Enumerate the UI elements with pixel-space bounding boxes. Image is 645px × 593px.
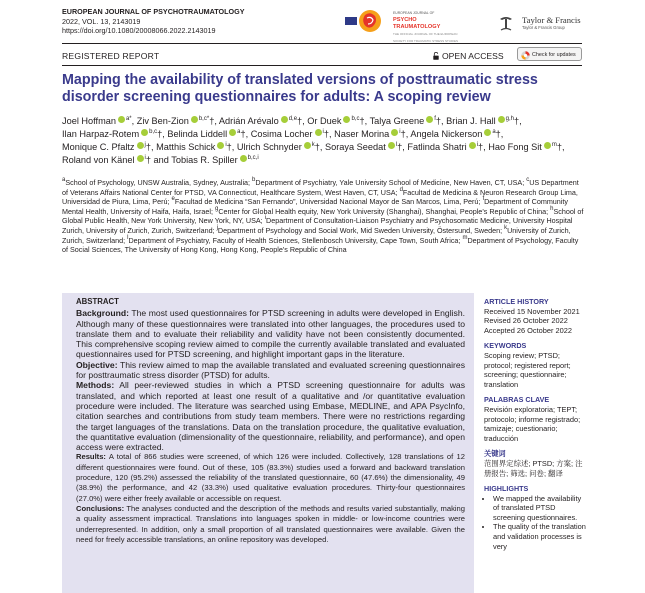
abstract-heading: ABSTRACT <box>76 297 119 306</box>
author <box>410 129 500 139</box>
orcid-icon[interactable] <box>469 142 476 149</box>
orcid-icon[interactable] <box>217 142 227 149</box>
author-dagger: † <box>397 142 403 152</box>
author-name[interactable]: Fatlinda Shatri <box>407 142 467 152</box>
author-name[interactable]: Roland von Känel <box>62 155 135 165</box>
author <box>488 142 562 152</box>
crossmark-icon <box>521 51 530 60</box>
affiliation-text: Department of Psychology and Social Work, Mid Sweden University, Östersund, Sweden; <box>217 225 505 235</box>
author-name[interactable]: Angela Nickerson <box>410 129 483 139</box>
abstract-conclusions <box>76 504 465 545</box>
author-dagger: † <box>323 129 329 139</box>
top-rule <box>62 43 582 44</box>
affiliation-sup: h <box>550 205 554 212</box>
author-dagger: † <box>495 129 501 139</box>
author <box>62 142 151 152</box>
article-title: Mapping the availability of translated versions of posttraumatic stress disorder screening questionnaires for adults: A scoping review <box>62 72 538 106</box>
affiliation-sup: i <box>264 215 267 222</box>
author-dagger: † <box>400 129 406 139</box>
author-affiliation-sup: i <box>225 142 227 148</box>
highlight-item: • We mapped the availability of translated PTSD screening questionnaires. <box>493 494 589 523</box>
open-access-badge <box>433 51 504 61</box>
abstract-results <box>76 452 465 503</box>
author-name[interactable]: Talya Greene <box>369 116 425 126</box>
orcid-icon[interactable] <box>388 142 398 149</box>
affiliation-sup: a <box>62 177 66 183</box>
author-dagger: † <box>226 142 232 152</box>
author-affiliation-sup: g,h <box>505 116 515 122</box>
author-affiliation-sup: f <box>434 116 436 122</box>
keywords-heading: KEYWORDS <box>484 341 527 351</box>
article-sidebar <box>484 297 589 551</box>
author-dagger: † <box>359 116 365 126</box>
journal-volume: 2022, VOL. 13, 2143019 <box>62 16 141 26</box>
publisher-name: Taylor & Francis <box>522 15 581 25</box>
orcid-icon[interactable] <box>544 142 551 149</box>
doi-link[interactable]: https://doi.org/10.1080/20008066.2022.2143019 <box>62 26 216 36</box>
author-dagger: † <box>145 155 151 165</box>
logo-tiny: THE OFFICIAL JOURNAL OF THE EUROPEAN SOCIETY FOR TRAUMATIC STRESS STUDIES <box>393 32 459 43</box>
open-access-label: OPEN ACCESS <box>442 51 504 61</box>
author-affiliation-sup: l <box>395 142 398 148</box>
author-affiliation-sup: i <box>322 129 324 135</box>
author-name[interactable]: Adrián Arévalo <box>218 116 279 126</box>
author-name[interactable]: Naser Morina <box>334 129 390 139</box>
author-name[interactable]: Ilan Harpaz-Rotem <box>62 129 140 139</box>
author-dagger: † <box>314 142 320 152</box>
author-affiliation-sup: i <box>399 129 401 135</box>
history-received: Received 15 November 2021 <box>484 306 580 316</box>
author <box>407 142 483 152</box>
palabras-heading: PALABRAS CLAVE <box>484 395 550 405</box>
journal-logo <box>345 6 465 43</box>
author-affiliation-sup: a <box>492 129 496 135</box>
orcid-icon[interactable] <box>281 116 288 123</box>
report-type: REGISTERED REPORT <box>62 51 160 61</box>
abstract-background <box>76 308 465 359</box>
author-affiliation-sup: m <box>551 142 557 148</box>
affiliation-sup: k <box>504 224 508 231</box>
author-dagger: † <box>297 116 303 126</box>
orcid-icon[interactable] <box>137 142 144 149</box>
journal-name: EUROPEAN JOURNAL OF PSYCHOTRAUMATOLOGY <box>62 7 245 16</box>
orcid-icon[interactable] <box>240 155 247 162</box>
affiliation-sup: m <box>462 234 468 241</box>
objective-text: This review aimed to map the available translated and evaluated screening questionnaires for posttraumatic stress disorder (PTSD) for adults. <box>76 359 465 381</box>
affiliation-text: Department of Psychology, Faculty of Social Sciences, The University of Hong Kong, Hong Kong, People’s Republic of China <box>62 235 579 255</box>
author-name[interactable]: Brian J. Hall <box>446 116 496 126</box>
highlight-item: • The quality of the translation and validation processes is very <box>493 522 589 551</box>
author <box>171 155 258 165</box>
author-name[interactable]: Tobias R. Spiller <box>171 155 238 165</box>
orcid-icon[interactable] <box>391 129 401 136</box>
orcid-icon[interactable] <box>141 129 148 136</box>
results-text: A total of 866 studies were screened, of which 126 were included. Collectively, 128 translations of 12 different questionnaires were found. Out of these, 105 (83.3%) studies used a forward and backward translation procedure, 120 (95.2%) assessed the reliability of the translated questionnaire, 60 (47.6%) the dimensionality, 49 (38.9%) the performance, and 42 (33.3%) used qualitative evaluation procedures. Thirty-four questionnaires (27.0%) were either freely available or accessible on request. <box>76 452 465 503</box>
check-updates-button[interactable] <box>517 47 582 61</box>
orcid-icon[interactable] <box>484 129 491 136</box>
background-label: Background: <box>76 308 129 319</box>
abstract <box>76 297 465 545</box>
objective-label: Objective: <box>76 359 118 370</box>
check-updates-label: Check for updates <box>532 52 576 58</box>
author-name[interactable]: Or Duek <box>307 116 342 126</box>
affiliation-text: School of Psychology, UNSW Australia, Sydney, Australia; <box>65 178 253 187</box>
author-name[interactable]: Matthis Schick <box>156 142 216 152</box>
author-name[interactable]: Cosima Locher <box>250 129 313 139</box>
author <box>370 116 441 126</box>
conclusions-text: The analyses conducted and the description of the methods and results varied substantially, making a quality assessment impractical. Translations into languages spoken in middle- or low-income countries were underrepresented. In addition, only a small proportion of all translated questionnaires were available. Given the need for freely accessible translations, an online repository was developed. <box>76 503 465 544</box>
author-affiliation-sup: j <box>144 142 146 148</box>
affiliation-text: University of Zurich, Zurich, Switzerland; <box>62 225 571 245</box>
orcid-icon[interactable] <box>137 155 144 162</box>
affiliation-text: Department of Community Mental Health, University of Haifa, Haifa, Israel; <box>62 197 568 216</box>
methods-label: Methods: <box>76 380 115 391</box>
affiliation-text: Facultad de Medicina & Neuron Research Group Lima, Universidad de Piura, Lima, Perú; <box>62 187 578 207</box>
affiliation-sup: d <box>399 186 403 193</box>
orcid-icon[interactable] <box>498 116 505 123</box>
author-dagger: † <box>514 116 520 126</box>
author <box>334 129 406 139</box>
journal-logo-icon <box>345 8 383 34</box>
history-heading: ARTICLE HISTORY <box>484 297 549 306</box>
author-affiliation-sup: a <box>237 129 241 135</box>
author-affiliation-sup: i <box>476 142 478 148</box>
author-affiliation-sup: a* <box>125 116 132 122</box>
open-lock-icon <box>433 52 439 60</box>
keywords-text: Scoping review; PTSD; protocol; registered report; screening; questionnaire; translation <box>484 350 571 389</box>
author <box>137 116 215 126</box>
author-list: Joel Hoffman $^{a*}$, Ziv Ben-Zion $^{b,c*}$†, Adrián Arévalo $^{d,e}$†, Or Duek $^{b,c}$†, Talya Greene $^f$†, Brian J. Hall $^{g,h}$†, Ilan Harpaz-Rotem $^{b,c}$†, Belinda Liddell $^a$†, Cosima Locher $^i$†, Naser Morina $^i$†, Angela Nickerson $^a$†, Monique C. Pfaltz $^j$†, Matthis Schick $^i$†, Ulrich Schnyder $^k$†, Soraya Seedat $^l$†, Fatlinda Shatri $^i$†, Hao Fong Sit $^m$†, Roland von Känel $^i$† and Tobias R. Spiller $^{b,c,i}$ <box>62 116 565 165</box>
affiliation-sup: g <box>215 205 219 212</box>
methods-text: All peer-reviewed studies in which a PTSD screening questionnaire for adults was translated, and which reported at least one result of a qualitative and /or quantitative evaluation procedure were included. The literature was searched using Embase, MEDLINE, and APA PsycInfo, citation searches and contributions from study team members. There were no restrictions regarding the target languages of the translations. Data on the translation procedure, the qualitative evaluation, the quantitative evaluation (dimensionality of the questionnaire, reliability, and performance), and open access were extracted. <box>76 380 465 453</box>
author-dagger: † <box>435 116 442 126</box>
author-affiliation-sup: k <box>311 142 315 148</box>
author <box>251 129 329 139</box>
author-affiliation-sup: b,c,i <box>247 155 259 161</box>
affiliation-text: Department of Consultation-Liaison Psychiatry and Psychosomatic Medicine, University Hospital Zurich, University of Zurich, Zurich, Switzerland; <box>62 216 573 235</box>
affiliation-text: Facultad de Medicina “San Fernando”, Universidad Nacional Mayor de San Marcos, Lima, Perú; <box>174 197 483 207</box>
abstract-methods <box>76 380 465 452</box>
logo-line1: PSYCHO <box>393 17 417 23</box>
author <box>62 129 162 139</box>
palabras-text: Revisión exploratoria; TEPT; protocolo; informe registrado; tamizaje; cuestionario; traducción <box>484 404 581 443</box>
mid-rule <box>62 65 582 66</box>
author-affiliation-sup: b,c <box>149 129 158 135</box>
results-label: Results: <box>76 452 106 462</box>
journal-info <box>62 7 245 36</box>
highlights-list <box>484 494 589 552</box>
author-affiliation-sup: i <box>144 155 146 161</box>
orcid-icon[interactable] <box>229 129 236 136</box>
affiliation-text: Center for Global Health equity, New York University (Shanghai), Shanghai, People’s Republic of China; <box>218 206 551 216</box>
affiliation-text: School of Global Public Health, New York University, New York, NY, USA; <box>62 206 584 226</box>
author-affiliation-sup: b,c <box>351 116 360 122</box>
author-name[interactable]: Ulrich Schnyder <box>236 142 302 152</box>
publisher-logo <box>497 12 597 34</box>
affiliation-sup: f <box>482 196 485 203</box>
orcid-icon[interactable] <box>315 129 322 136</box>
author <box>446 116 519 126</box>
author <box>62 116 132 126</box>
author-affiliation-sup: b,c* <box>198 116 210 122</box>
author-affiliation-sup: d,e <box>288 116 298 122</box>
author-dagger: † <box>477 142 484 152</box>
affiliation-sup: c <box>526 177 530 183</box>
author-name[interactable]: Hao Fong Sit <box>488 142 542 152</box>
abstract-objective <box>76 360 465 381</box>
author-dagger: † <box>209 116 215 126</box>
author <box>307 116 364 126</box>
author-and: and <box>151 155 172 165</box>
author-name[interactable]: Soraya Seedat <box>325 142 386 152</box>
orcid-icon[interactable] <box>426 116 433 123</box>
journal-logo-text <box>393 10 465 45</box>
author <box>237 142 320 152</box>
affiliation-sup: l <box>127 234 129 241</box>
taylor-francis-icon <box>497 14 515 32</box>
logo-small-top: EUROPEAN JOURNAL OF <box>393 11 435 15</box>
history-revised: Revised 26 October 2022 <box>484 316 568 326</box>
author-name[interactable]: Monique C. Pfaltz <box>62 142 135 152</box>
orcid-icon[interactable] <box>118 116 125 123</box>
author-dagger: † <box>157 129 163 139</box>
author-dagger: † <box>240 129 246 139</box>
author-name[interactable]: Joel Hoffman <box>62 116 116 126</box>
orcid-icon[interactable] <box>304 142 311 149</box>
orcid-icon[interactable] <box>343 116 350 123</box>
publisher-sub: Taylor & Francis Group <box>522 25 565 30</box>
author <box>156 142 232 152</box>
author <box>62 155 151 165</box>
author-dagger: † <box>145 142 151 152</box>
highlights-heading: HIGHLIGHTS <box>484 484 529 494</box>
affiliation-text: US Department of Veterans Affairs National Center for PTSD, VA Connecticut, Healthcare System, West Haven, CT, USA; <box>62 178 579 197</box>
affiliation-text: Department of Psychiatry, Yale University School of Medicine, New Haven, CT, USA; <box>255 178 527 187</box>
author <box>167 129 245 139</box>
conclusions-label: Conclusions: <box>76 503 125 513</box>
affiliations <box>62 178 585 255</box>
author-name[interactable]: Belinda Liddell <box>167 129 228 139</box>
author <box>219 116 302 126</box>
author-dagger: † <box>556 142 562 152</box>
affiliation-sup: b <box>252 177 256 183</box>
affiliation-sup: j <box>216 224 218 231</box>
author <box>325 142 402 152</box>
chinese-keywords-text: 范围界定综述; PTSD; 方案; 注册报告; 筛选; 问卷; 翻译 <box>484 458 583 478</box>
orcid-icon[interactable] <box>191 116 198 123</box>
affiliation-sup: e <box>171 196 175 203</box>
affiliation-text: Department of Psychiatry, Faculty of Health Sciences, Stellenbosch University, Cape Town, South Africa; <box>128 235 463 245</box>
author-name[interactable]: Ziv Ben-Zion <box>136 116 189 126</box>
chinese-keywords-heading: 关键词 <box>484 449 506 459</box>
history-accepted: Accepted 26 October 2022 <box>484 325 572 335</box>
background-text: The most used questionnaires for PTSD screening in adults were developed in English. Although many of these questionnaires were translated into other languages, the procedures used to translate them and to evaluate their reliability and validity have not been consistently documented. This comprehensive scoping review aimed to compile the currently available translated and evaluated questionnaires used for PTSD screening, and highlight important gaps in the literature. <box>76 308 465 360</box>
logo-line2: TRAUMATOLOGY <box>393 24 441 30</box>
